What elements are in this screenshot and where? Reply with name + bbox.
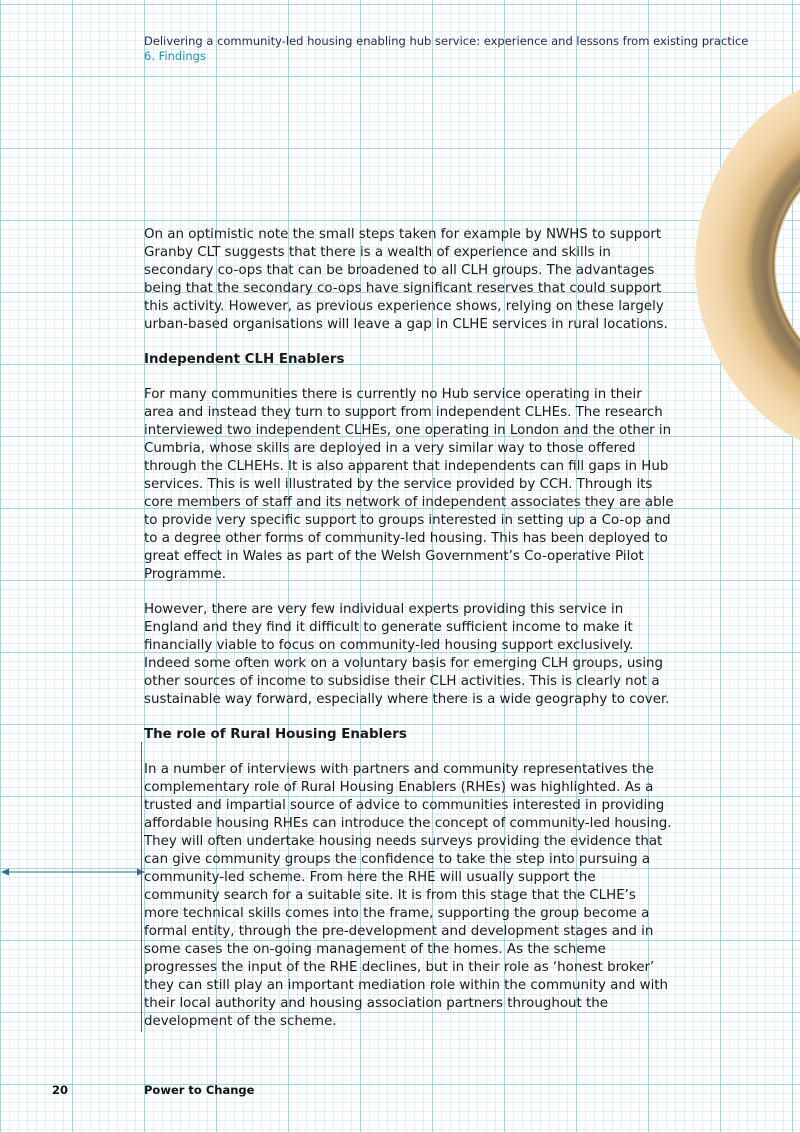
body-text (144, 226, 674, 1048)
footer-brand: Power to Change (144, 1083, 255, 1097)
margin-arrow (0, 865, 146, 879)
paragraph-optimistic-note: On an optimistic note the small steps taken for example by NWHS to support Granby CLT suggests that there is a wealth of experience and skills in secondary co-ops that can be broadened to all CLH groups. The advantages being that the secondary co-ops have significant reserves that could support this activity. However, as previous experience shows, relying on these largely urban-based organisations will leave a gap in CLHE services in rural locations. (144, 227, 668, 332)
running-header (144, 34, 748, 64)
paragraph-independent-clhes: For many communities there is currently no Hub service operating in their area and instead they turn to support from independent CLHEs. The research interviewed two independent CLHEs, one operating in London and the other in Cumbria, whose skills are deployed in a very similar way to those offered through the CLHEHs. It is also apparent that independents can fill gaps in Hub services. This is well illustrated by the service provided by CCH. Through its core members of staff and its network of independent associates they are able to provide very specific support to groups interested in setting up a Co-op and to a degree other forms of community-led housing. This has been deployed to great effect in Wales as part of the Welsh Government’s Co-operative Pilot Programme. (144, 387, 674, 582)
heading-rural-housing-enablers: The role of Rural Housing Enablers (144, 727, 407, 742)
section-label: 6. Findings (144, 49, 206, 63)
paragraph-rhe-role: In a number of interviews with partners and community representatives the complementary role of Rural Housing Enablers (RHEs) was highlighted. As a trusted and impartial source of advice to communities interested in providing affordable housing RHEs can introduce the concept of community-led housing. They will often undertake housing needs surveys providing the evidence that can give community groups the confidence to take the step into pursuing a community-led scheme. From here the RHE will usually support the community search for a suitable site. It is from this stage that the CLHE’s more technical skills comes into the frame, supporting the group become a formal entity, through the pre-development and development stages and in some cases the on-going management of the homes. As the scheme progresses the input of the RHE declines, but in their role as ‘honest broker’ they can still play an important mediation role within the community and with their local authority and housing association partners throughout the development of the scheme. (144, 762, 672, 1029)
page-number: 20 (52, 1083, 69, 1097)
document-title: Delivering a community-led housing enabling hub service: experience and lessons from existing practice (144, 34, 749, 48)
heading-independent-clh-enablers: Independent CLH Enablers (144, 352, 345, 367)
margin-measure-line (141, 742, 142, 1032)
paragraph-few-experts: However, there are very few individual experts providing this service in England and they find it difficult to generate sufficient income to make it financially viable to focus on community-led housing support exclusively. Indeed some often work on a voluntary basis for emerging CLH groups, using other sources of income to subsidise their CLH activities. This is clearly not a sustainable way forward, especially where there is a wide geography to cover. (144, 602, 670, 707)
